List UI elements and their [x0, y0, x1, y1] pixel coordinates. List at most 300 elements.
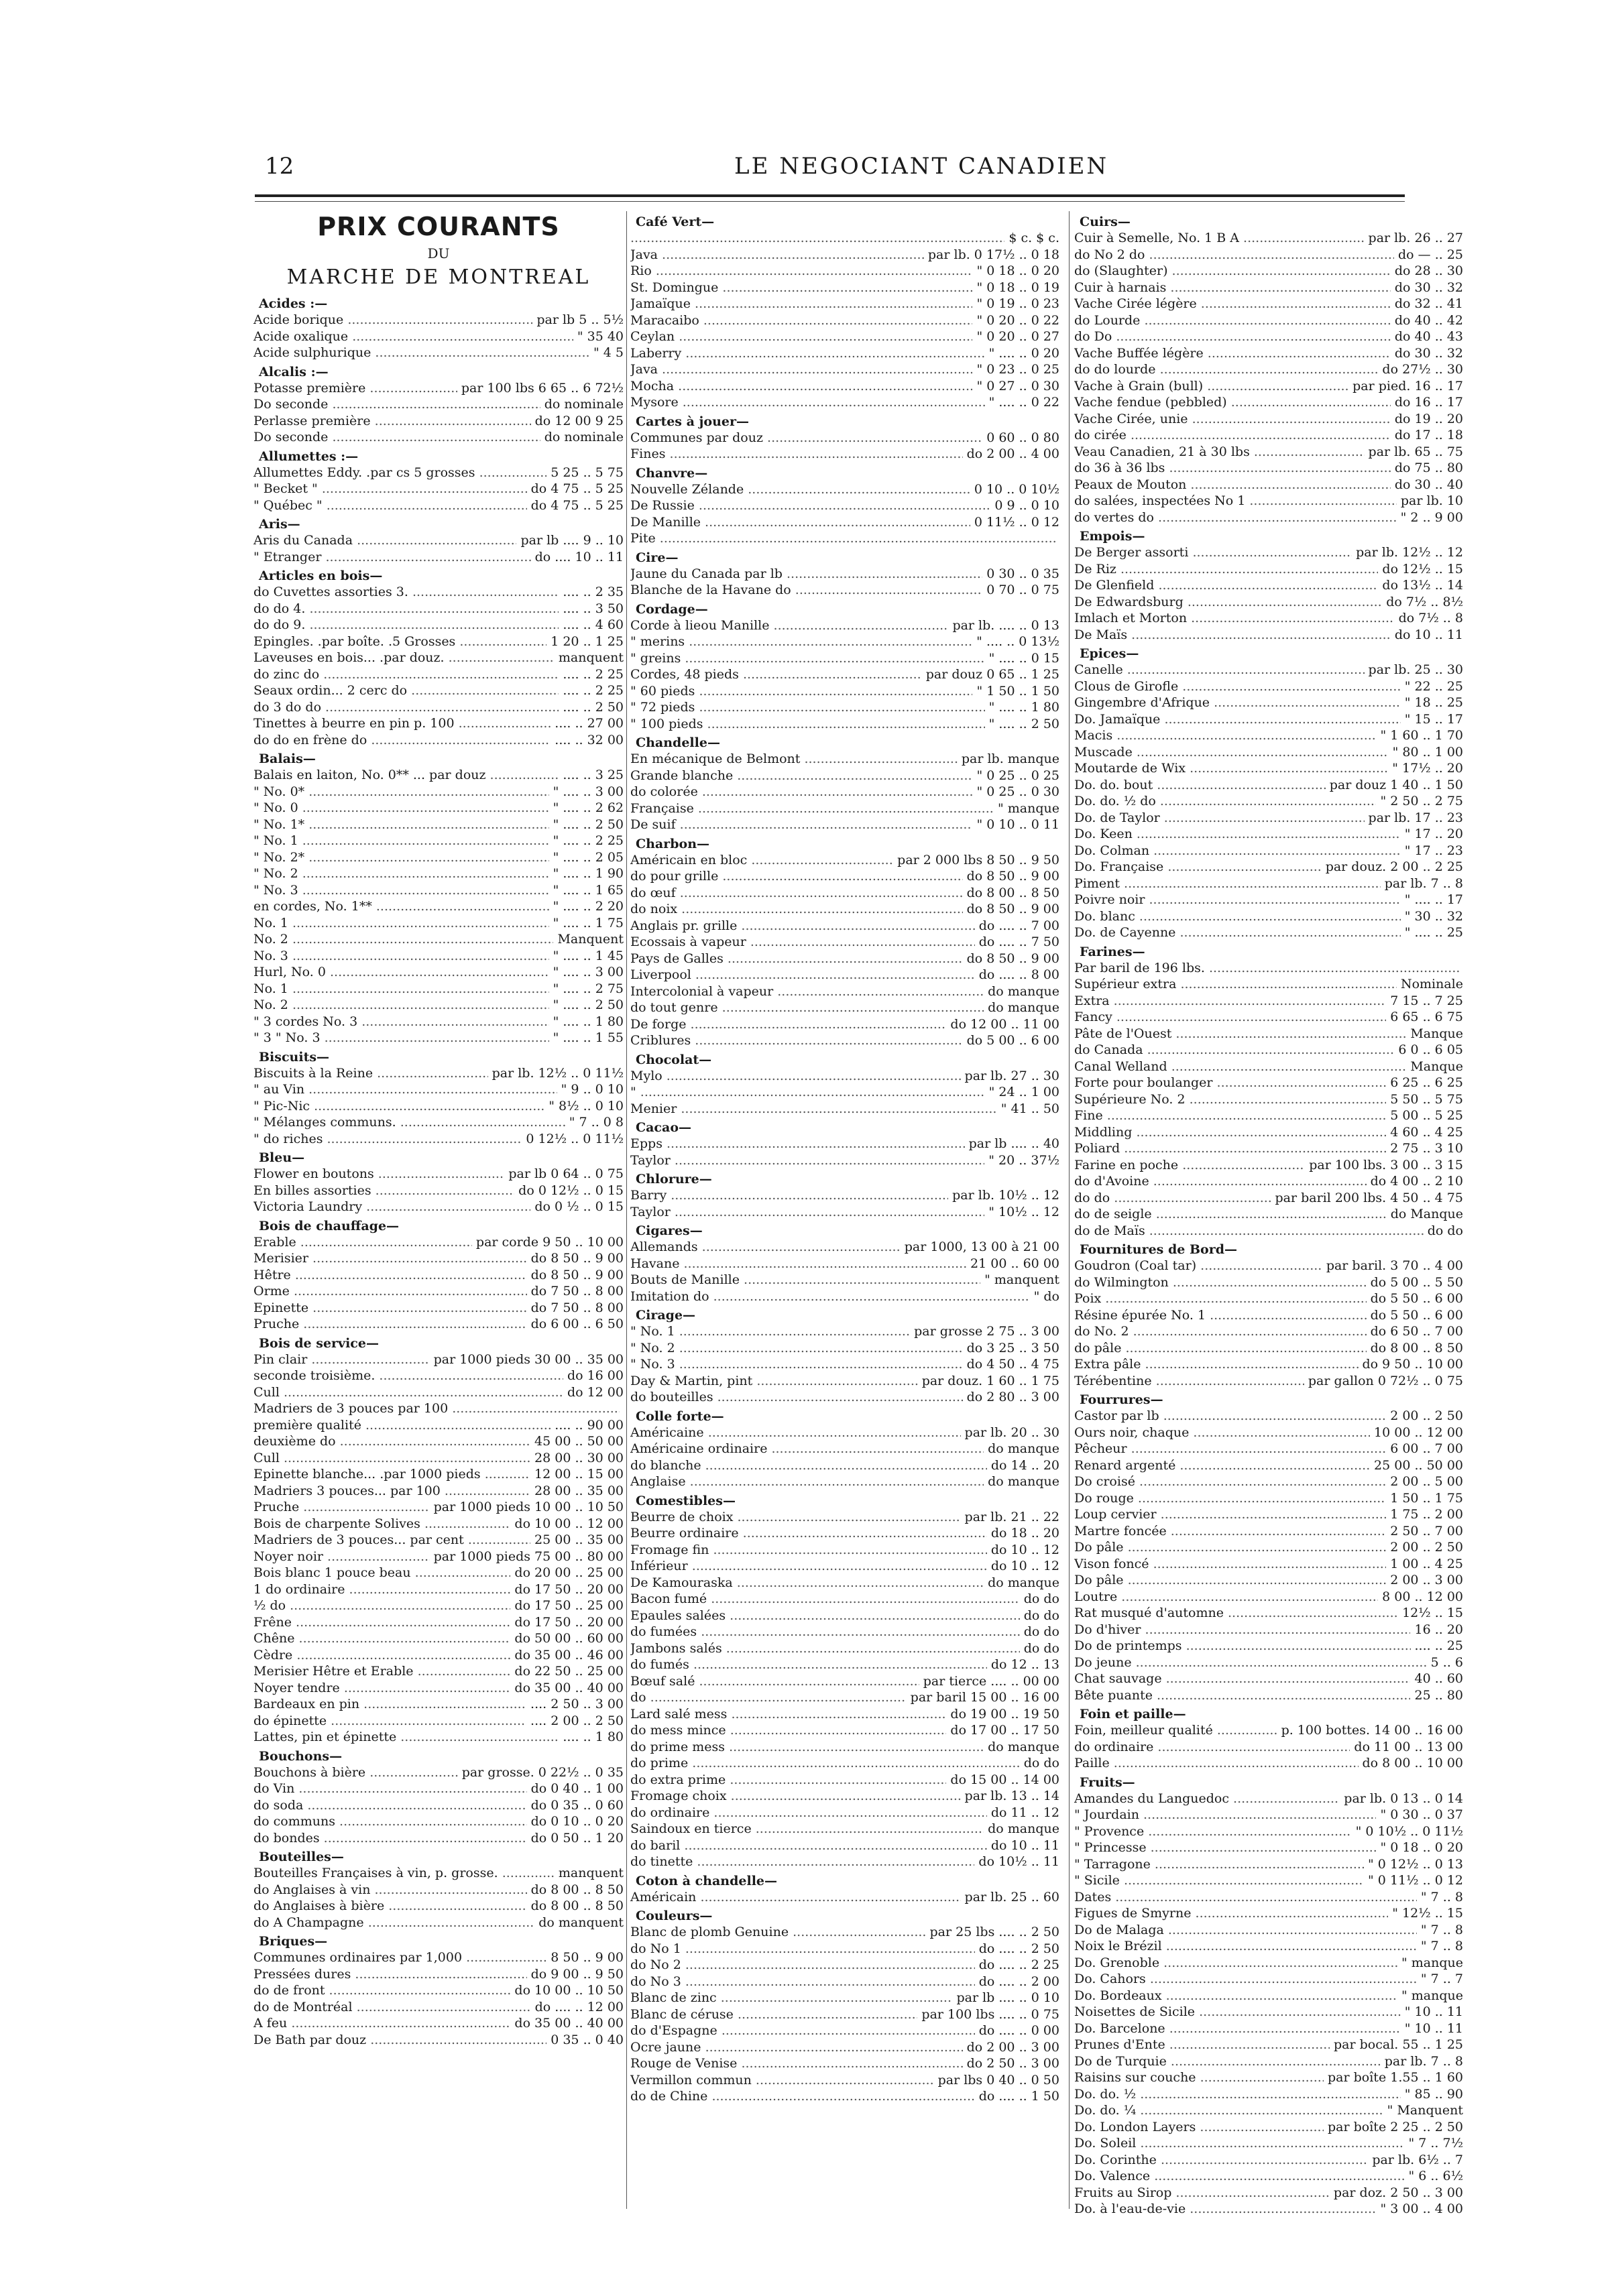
item-price: do 10 00 .. 10 50 [514, 1983, 624, 1998]
item-price: 1 75 .. 2 00 [1390, 1507, 1463, 1522]
item-price: do 6 00 .. 6 50 [530, 1317, 624, 1331]
item-price: " .... .. 0 15 [988, 650, 1059, 666]
item-label: En mécanique de Belmont ..... [630, 751, 958, 768]
item-label: Jambons salés ..... [630, 1640, 1020, 1657]
item-label: Américaine ordinaire ..... [630, 1441, 984, 1457]
item-label: Do. Bordeaux ..... [1074, 1988, 1397, 2004]
price-section [253, 1335, 624, 1746]
item-price: " .... .. 1 90 [553, 866, 624, 881]
item-label: " Pic-Nic ..... [253, 1098, 544, 1115]
item-price: " .... .. 1 80 [553, 1014, 624, 1029]
item-price: do manque [988, 1441, 1059, 1456]
price-row [1074, 2020, 1463, 2037]
item-label: do de seigle ..... [1074, 1206, 1387, 1223]
item-label: Martre foncée ..... [1074, 1523, 1386, 1540]
price-row [630, 1575, 1059, 1591]
item-price: do 19 .. 20 [1394, 411, 1463, 426]
item-price: .... .. 2 25 [563, 666, 624, 682]
item-label: Flower en boutons ..... [253, 1166, 504, 1183]
item-price: par lb. 25 .. 60 [964, 1889, 1059, 1905]
item-price: do 0 40 .. 1 00 [530, 1781, 624, 1796]
item-label: " Tarragone ..... [1074, 1856, 1364, 1873]
price-row [630, 1941, 1059, 1957]
price-row [1074, 826, 1463, 843]
price-row [630, 1457, 1059, 1474]
item-price: par doz. 2 50 .. 3 00 [1333, 2185, 1463, 2200]
item-price: " 10 .. 11 [1404, 2020, 1463, 2036]
item-label: No. 2 ..... [253, 997, 549, 1014]
price-row [253, 1865, 624, 1882]
item-label: seconde troisième. ..... [253, 1368, 563, 1384]
item-price: 28 00 .. 30 00 [534, 1450, 624, 1465]
item-label: Pite ..... [630, 530, 1055, 547]
item-price: do 8 00 .. 8 50 [966, 885, 1059, 900]
price-row [253, 1764, 624, 1781]
price-row [630, 650, 1059, 667]
item-price: do do [1023, 1756, 1059, 1770]
item-label: Résine épurée No. 1 ..... [1074, 1307, 1367, 1324]
item-label: do No 2 ..... [630, 1957, 975, 1974]
price-row [1074, 2037, 1463, 2053]
section-heading: Cacao— [636, 1120, 691, 1135]
item-label: Fromage fin ..... [630, 1542, 987, 1559]
price-row [253, 732, 624, 749]
price-row [253, 1267, 624, 1284]
item-price: 1 50 .. 1 75 [1390, 1490, 1463, 1506]
item-label: De Edwardsburg ..... [1074, 594, 1382, 611]
item-label: Allumettes Eddy. .par cs 5 grosses ..... [253, 465, 546, 481]
item-label [630, 230, 1004, 247]
price-row [1074, 1075, 1463, 1091]
item-label: do d'Espagne ..... [630, 2022, 975, 2039]
item-price: " manque [1401, 1955, 1463, 1970]
price-row [630, 2039, 1059, 2056]
price-row [1074, 2069, 1463, 2086]
item-price: " 17 .. 20 [1404, 827, 1463, 841]
price-row [630, 312, 1059, 329]
item-label: " No. 0* ..... [253, 784, 549, 800]
item-price: do 17 50 .. 25 00 [514, 1598, 624, 1613]
price-row [253, 1450, 624, 1467]
item-label: De Manille ..... [630, 514, 970, 531]
price-row [253, 1780, 624, 1797]
item-label: Cull ..... [253, 1450, 530, 1467]
item-price: " 2 50 .. 2 75 [1380, 794, 1463, 808]
price-row [630, 1957, 1059, 1974]
price-row [1074, 2004, 1463, 2020]
item-label: Américain ..... [630, 1889, 961, 1906]
item-price: " .... .. 2 50 [553, 998, 624, 1012]
item-label: do bondes ..... [253, 1830, 527, 1847]
item-label: Figues de Smyrne ..... [1074, 1905, 1388, 1922]
price-row [630, 2006, 1059, 2023]
item-price: do 40 .. 43 [1394, 329, 1463, 344]
item-label: Epps ..... [630, 1136, 965, 1152]
item-price: do .... .. 12 00 [534, 1999, 624, 2014]
section-heading: Comestibles— [636, 1493, 736, 1508]
item-price: do 8 50 .. 9 00 [966, 869, 1059, 884]
item-price: " Manquent [1387, 2103, 1463, 2118]
item-label: Canal Welland ..... [1074, 1059, 1406, 1075]
item-label: Java ..... [630, 247, 924, 263]
price-row [1074, 1323, 1463, 1340]
price-row [630, 345, 1059, 362]
item-label: Hurl, No. 0 ..... [253, 964, 549, 981]
item-price: do 2 80 .. 3 00 [966, 1390, 1059, 1404]
item-label: Do rouge ..... [1074, 1490, 1386, 1507]
item-price: do 15 00 .. 14 00 [950, 1772, 1059, 1787]
price-row [1074, 1791, 1463, 1807]
price-section [630, 735, 1059, 833]
item-label: Do. Keen ..... [1074, 826, 1401, 843]
item-label: Allemands ..... [630, 1239, 901, 1256]
price-section [253, 448, 624, 514]
item-label: Extra ..... [1074, 993, 1386, 1010]
item-price: par douz 1 40 .. 1 50 [1329, 777, 1463, 792]
price-row [1074, 1938, 1463, 1955]
item-label: Vache Cirée légère ..... [1074, 296, 1391, 312]
price-row [1074, 1506, 1463, 1523]
price-row [253, 1499, 624, 1516]
item-price: manquent [558, 1866, 624, 1880]
item-label: Supérieur extra ..... [1074, 976, 1397, 993]
item-price: " 0 10 .. 0 11 [976, 817, 1059, 832]
item-price: 2 00 .. 3 00 [1390, 1573, 1463, 1587]
item-label: Vache fendue (pebbled) ..... [1074, 394, 1391, 411]
item-price: do 35 00 .. 46 00 [514, 1647, 624, 1663]
item-label: Lard salé mess ..... [630, 1706, 946, 1723]
price-section [1074, 528, 1463, 643]
item-price: " 7 .. 0 8 [569, 1115, 624, 1130]
price-row [253, 1663, 624, 1680]
item-price: do 12 00 [567, 1384, 624, 1400]
price-row [630, 1509, 1059, 1526]
price-row [253, 633, 624, 650]
price-row [253, 1581, 624, 1598]
item-price: par 1000 pieds 75 00 .. 80 00 [433, 1549, 624, 1564]
section-heading: Aris— [259, 517, 300, 532]
section-heading: Epices— [1080, 646, 1139, 661]
item-label: do 36 à 36 lbs ..... [1074, 460, 1391, 477]
item-price: .... .. 4 60 [563, 617, 624, 632]
section-heading: Chandelle— [636, 735, 720, 750]
price-row [253, 800, 624, 817]
item-price: do 30 .. 40 [1394, 477, 1463, 492]
price-row [1074, 1441, 1463, 1457]
item-price: 12 00 .. 15 00 [534, 1467, 624, 1482]
item-price: do 8 50 .. 9 00 [966, 951, 1059, 966]
item-label: Noyer noir ..... [253, 1549, 430, 1565]
section-heading: Cuirs— [1080, 215, 1131, 229]
price-row [253, 931, 624, 948]
item-label: " No. 1 ..... [253, 833, 549, 849]
price-row [1074, 1173, 1463, 1190]
item-price: 25 00 .. 35 00 [534, 1532, 624, 1547]
item-price: 2 75 .. 3 10 [1390, 1141, 1463, 1156]
item-label: Imlach et Morton ..... [1074, 610, 1395, 627]
price-row [1074, 1971, 1463, 1988]
item-label: " Sicile ..... [1074, 1872, 1364, 1889]
item-price: " .... .. 0 22 [988, 395, 1059, 410]
price-column-2 [630, 211, 1059, 2106]
price-row [1074, 1556, 1463, 1573]
item-price: par 2 000 lbs 8 50 .. 9 50 [897, 852, 1059, 867]
price-row [253, 1483, 624, 1500]
item-price: 25 .. 80 [1414, 1687, 1463, 1703]
price-row [1074, 2053, 1463, 2070]
item-price: do 50 00 .. 60 00 [514, 1631, 624, 1646]
price-row [630, 885, 1059, 902]
price-row [1074, 627, 1463, 644]
price-row [1074, 1258, 1463, 1274]
item-label: Bouchons à bière ..... [253, 1764, 458, 1781]
price-row [253, 312, 624, 328]
item-price: " 0 30 .. 0 37 [1380, 1807, 1463, 1822]
item-label: Muscade ..... [1074, 744, 1389, 761]
item-label: Epinette ..... [253, 1300, 527, 1317]
item-price: 0 35 .. 0 40 [551, 2032, 624, 2047]
price-row [1074, 378, 1463, 395]
item-price: " 6 .. 6½ [1408, 2169, 1463, 2183]
item-price: " .... .. 2 25 [553, 833, 624, 848]
item-label: Loup cervier ..... [1074, 1506, 1386, 1523]
price-section [1074, 646, 1463, 941]
price-row [253, 601, 624, 617]
item-label: Noyer tendre ..... [253, 1680, 510, 1697]
price-section [630, 1120, 1059, 1168]
item-label: Barry ..... [630, 1187, 948, 1204]
item-price: " 0 19 .. 0 23 [976, 296, 1059, 311]
price-row [253, 1234, 624, 1251]
item-label: " No. 1 ..... [630, 1323, 910, 1340]
price-row [630, 1990, 1059, 2006]
item-price: .... 2 50 .. 3 00 [530, 1697, 624, 1711]
item-label: Vison foncé ..... [1074, 1556, 1386, 1573]
item-label: Pin clair ..... [253, 1351, 430, 1368]
price-section [630, 836, 1059, 1049]
item-price: 1 20 .. 1 25 [551, 633, 624, 649]
item-price: " .... .. 17 [1404, 892, 1463, 907]
item-label: Pêcheur ..... [1074, 1441, 1386, 1457]
item-price: do .... .. 7 00 [978, 918, 1059, 933]
item-price: " .... .. 1 45 [553, 948, 624, 963]
item-label: Inférieur ..... [630, 1558, 987, 1575]
item-price: .... .. 2 25 [563, 683, 624, 698]
item-label: Epingles. .par boîte. .5 Grosses ..... [253, 633, 546, 650]
item-label: Do de printemps ..... [1074, 1638, 1411, 1654]
item-price: do 17 50 .. 20 00 [514, 1614, 624, 1630]
item-label: Taylor ..... [630, 1204, 984, 1221]
price-row [1074, 544, 1463, 561]
price-row [1074, 1839, 1463, 1856]
price-row [253, 1532, 624, 1549]
price-row [630, 1673, 1059, 1690]
price-section [253, 1933, 624, 2048]
item-label: Blanc de céruse ..... [630, 2006, 917, 2023]
price-row [1074, 2119, 1463, 2136]
item-price: " .... .. 1 80 [988, 700, 1059, 715]
section-heading: Allumettes :— [259, 448, 359, 464]
item-label: do cirée ..... [1074, 427, 1391, 444]
price-row [1074, 1490, 1463, 1507]
item-price: par lb. 0 13 .. 0 14 [1344, 1791, 1463, 1806]
item-label: Beurre ordinaire ..... [630, 1525, 987, 1542]
item-label: Havane ..... [630, 1256, 966, 1272]
price-row [630, 666, 1059, 683]
item-label: Poliard ..... [1074, 1140, 1386, 1157]
item-price: " .... .. 2 50 [553, 817, 624, 832]
item-label: " merins ..... [630, 633, 972, 650]
item-label: Extra pâle ..... [1074, 1356, 1359, 1373]
item-label: do No 3 ..... [630, 1974, 975, 1990]
price-row [630, 1624, 1059, 1640]
item-label: Raisins sur couche ..... [1074, 2069, 1324, 2086]
price-row [1074, 1905, 1463, 1922]
price-row [630, 800, 1059, 817]
price-row [1074, 477, 1463, 493]
item-label: Vache à Grain (bull) ..... [1074, 378, 1348, 395]
section-heading: Alcalis :— [259, 364, 329, 379]
price-row [253, 1183, 624, 1199]
section-heading: Couleurs— [636, 1909, 713, 1923]
item-price: $ c. $ c. [1008, 231, 1059, 245]
price-section [1074, 1706, 1463, 1772]
item-label: " au Vin ..... [253, 1081, 557, 1098]
price-row [630, 868, 1059, 885]
price-row [630, 280, 1059, 296]
price-row [1074, 1307, 1463, 1324]
price-row [253, 981, 624, 998]
price-row [630, 1032, 1059, 1049]
price-row [630, 1425, 1059, 1441]
price-row [253, 1565, 624, 1581]
price-row [630, 2022, 1059, 2039]
price-column-3 [1074, 211, 1463, 2219]
price-row [1074, 2086, 1463, 2103]
item-label: Do d'hiver ..... [1074, 1622, 1410, 1638]
price-row [253, 1316, 624, 1333]
item-label: Peaux de Mouton ..... [1074, 477, 1391, 493]
price-row [1074, 247, 1463, 263]
item-price: par lb .... 9 .. 10 [520, 533, 624, 548]
item-label: Do. Jamaïque ..... [1074, 711, 1401, 728]
price-row [630, 263, 1059, 280]
item-label: do ..... [630, 1689, 907, 1706]
price-row [1074, 1622, 1463, 1638]
item-price [620, 1400, 624, 1417]
item-price: Manque [1410, 1059, 1463, 1074]
price-row [1074, 1091, 1463, 1108]
item-price: do manque [988, 1821, 1059, 1836]
item-label: Do. do. ½ ..... [1074, 2086, 1401, 2103]
item-price: " .... .. 1 65 [553, 882, 624, 898]
item-label: Do. Française ..... [1074, 859, 1322, 875]
item-label: " Québec " ..... [253, 497, 527, 514]
section-heading: Fournitures de Bord— [1080, 1242, 1237, 1257]
price-row [630, 1706, 1059, 1723]
item-label: do communs ..... [253, 1813, 527, 1830]
section-heading: Café Vert— [636, 215, 715, 229]
item-price: " 1 60 .. 1 70 [1380, 728, 1463, 743]
item-label: Do. London Layers ..... [1074, 2119, 1324, 2136]
price-row [1074, 1206, 1463, 1223]
price-row [253, 1131, 624, 1148]
item-label: Nouvelle Zélande ..... [630, 481, 970, 498]
item-price: 5 .. 6 [1430, 1654, 1463, 1670]
price-row [630, 951, 1059, 967]
item-price: " 22 .. 25 [1404, 678, 1463, 694]
item-price: " 0 18 .. 0 20 [1380, 1840, 1463, 1855]
item-label: Paille ..... [1074, 1755, 1359, 1772]
price-row [630, 1000, 1059, 1016]
price-row [253, 2015, 624, 2032]
price-row [1074, 493, 1463, 509]
price-row [253, 1368, 624, 1384]
price-row [630, 446, 1059, 463]
price-row [253, 1549, 624, 1565]
item-label: Pruche ..... [253, 1316, 527, 1333]
item-label: do Wilmington ..... [1074, 1274, 1367, 1291]
item-label: De suif ..... [630, 817, 972, 833]
price-row [253, 328, 624, 345]
price-row [253, 682, 624, 699]
price-row [1074, 1223, 1463, 1240]
price-row [630, 1788, 1059, 1805]
price-section [253, 516, 624, 565]
item-label: " 3 " No. 3 ..... [253, 1030, 549, 1046]
item-price: do nominale [544, 430, 624, 444]
item-label: Clous de Girofle ..... [1074, 678, 1401, 695]
item-price: do .... .. 2 50 [978, 1941, 1059, 1956]
item-price: par lb. 21 .. 22 [964, 1509, 1059, 1524]
item-label: do de Maïs ..... [1074, 1223, 1424, 1240]
price-row [1074, 694, 1463, 711]
item-price: " 0 11½ .. 0 12 [1368, 1873, 1463, 1888]
price-row [253, 1915, 624, 1931]
item-price: 0 9 .. 0 10 [994, 498, 1059, 513]
item-price: " 80 .. 1 00 [1392, 744, 1463, 760]
price-section [1074, 944, 1463, 1240]
item-label: " No. 2 ..... [630, 1340, 963, 1357]
price-row [630, 1772, 1059, 1789]
price-row [630, 633, 1059, 650]
item-price: 5 25 .. 5 75 [551, 465, 624, 480]
item-price: par 100 lbs. 3 00 .. 3 15 [1309, 1157, 1463, 1172]
price-section [630, 1052, 1059, 1117]
price-row [1074, 1539, 1463, 1556]
price-row [1074, 1856, 1463, 1873]
item-label: De Maïs ..... [1074, 627, 1391, 644]
price-row [630, 1204, 1059, 1221]
item-label: do noix ..... [630, 901, 963, 918]
item-price: do do [1023, 1640, 1059, 1656]
item-price: " 7 .. 7½ [1408, 2136, 1463, 2151]
item-label: Do croisé ..... [1074, 1473, 1386, 1490]
price-row [1074, 976, 1463, 993]
price-section [253, 1150, 624, 1215]
item-label: do mess mince ..... [630, 1722, 946, 1739]
item-label: Noix le Brézil ..... [1074, 1938, 1417, 1955]
item-price: Nominale [1400, 977, 1463, 991]
item-label: Castor par lb ..... [1074, 1408, 1386, 1425]
price-row [630, 378, 1059, 395]
item-price: do 4 75 .. 5 25 [530, 481, 624, 496]
price-row [1074, 263, 1463, 280]
item-label: Gingembre d'Afrique ..... [1074, 694, 1401, 711]
item-label: Cordes, 48 pieds ..... [630, 666, 922, 683]
item-label: do prime mess ..... [630, 1739, 984, 1756]
price-row [1074, 875, 1463, 892]
